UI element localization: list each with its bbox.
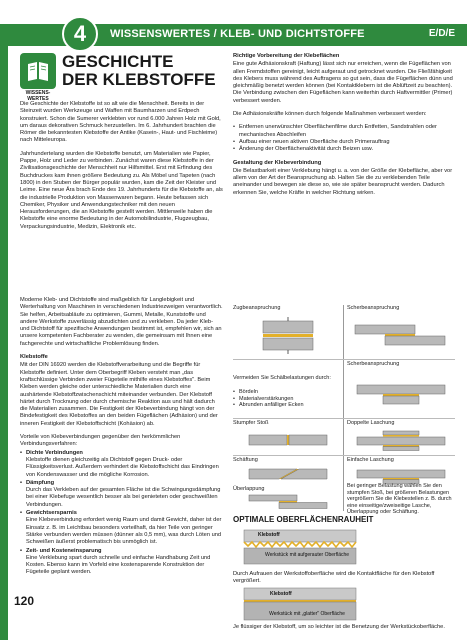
grid-divider xyxy=(233,359,455,360)
scarf-joint-illustration xyxy=(243,465,333,483)
avoid-peel-item: • Bördeln xyxy=(233,389,341,396)
language-tag: E/D/E xyxy=(428,28,455,39)
adhesion-item: • Aufbau einer neuen aktiven Oberfläche durch Primerauftrag xyxy=(233,139,455,146)
advantage-item xyxy=(20,480,223,509)
fig1-adhesive-label: Klebstoff xyxy=(258,532,280,538)
klebstoffe-heading: Klebstoffe xyxy=(20,354,48,361)
adhesion-list xyxy=(233,124,455,153)
history-paragraph: Jahrhundertelang wurden die Klebstoffe benutzt, um Materialien wie Papier, Pappe, Holz und Leder zu verbinden. Zunächst waren diese Klebstoffe in der Zivilisationsgeschichte der Menschheit nur Hilfsmittel. Erst mit Erfindung des Buchdruckes kam ihnen größere Bedeutung zu. Als Möbel und Tapeten (nach 1800) in den Stuben der Bürger populär wurden, kam die Zeit der Kleister und Leime. Eine neue Ära brach Ende des 19. Jahrhunderts für die Klebstoffe an, als die industrielle Produktion von Massenwaren begann. Heute befassen sich Chemiker, Physiker und Anwendungstechniker mit den neuen Herausforderungen, die an Klebstoffe gestellt werden. Mittlerweile haben die Klebstoffe eine enorme Bedeutung in der Automobilindustrie, Flugzeugbau, Verpackungsindustrie, Medizin, Elektronik etc. xyxy=(20,150,223,230)
double-strap-label: Doppelte Laschung xyxy=(347,420,395,426)
overlap-illustration xyxy=(243,493,333,511)
joint-design-figure xyxy=(233,305,455,515)
tension-illustration xyxy=(243,317,333,355)
advantage-text: Durch das Verkleben auf der gesamten Fläche ist die Schwingungsdämpfung bei einer Klebefuge wesentlich besser als bei genieteten oder geschweißten Verbindungen. xyxy=(26,487,221,508)
butt-joint-illustration xyxy=(243,429,333,451)
fig1-workpiece-label: Werkstück mit aufgerauter Oberfläche xyxy=(264,552,350,558)
design-heading: Gestaltung der Klebeverbindung xyxy=(233,159,322,166)
knowledge-badge xyxy=(20,53,56,89)
book-icon xyxy=(25,58,51,84)
adhesion-paragraph: Die Adhäsionskräfte können durch folgende Maßnahmen verbessert werden: xyxy=(233,111,427,118)
left-column-top xyxy=(20,101,223,237)
title-line-2: DER KLEBSTOFFE xyxy=(62,70,216,89)
header-title: WISSENSWERTES / KLEB- UND DICHTSTOFFE xyxy=(110,28,365,40)
article-title xyxy=(62,53,216,89)
scarf-joint-label: Schäftung xyxy=(233,457,258,463)
double-strap-illustration xyxy=(353,429,449,453)
badge-label: WISSENS- WERTES xyxy=(25,90,51,102)
advantages-intro: Vorteile von Klebeverbindungen gegenüber den herkömmlichen Verbindungsverfahren: xyxy=(20,434,181,448)
left-column-bottom xyxy=(20,297,223,578)
side-strip xyxy=(0,46,8,640)
advantage-text: Eine Verklebung spart durch schnelle und einfache Handhabung Zeit und Kosten. Ebenso kann im Vorfeld eine kostensparende Konstruktion der Fügeteile geplant werden. xyxy=(26,554,211,576)
page-number: 120 xyxy=(14,594,35,608)
fig2-workpiece-label: Werkstück mit „glatter" Oberfläche xyxy=(269,611,345,617)
avoid-peel-item: • Materialverstärkungen xyxy=(233,396,341,403)
title-line-1: GESCHICHTE xyxy=(62,52,174,71)
adhesion-item: • Änderung der Oberflächenaktivität durch Beizen usw. xyxy=(233,146,455,153)
design-paragraph: Die Belastbarkeit einer Verklebung hängt u. a. von der Größe der Klebefläche, aber vor allem von der Art der Beanspruchung ab. Halten Sie die zu verklebenden Teile aneinander und bewegen sie diese so, wie sie später beansprucht werden. Dadurch erkennen Sie, welche Kräfte in welcher Richtung wirken. xyxy=(233,167,453,196)
modern-paragraph: Moderne Kleb- und Dichtstoffe sind maßgeblich für Langlebigkeit und Werterhaltung von Maschinen in verschiedenen Industriezweigen verantwortlich. Sie helfen, Arbeitsabläufe zu optimieren, Gummi, Metalle, Kunststoffe und andere Werkstoffe zuverlässig abzudichten und zu verkleben. Da jeder Kleb- und Dichtstoff für spezifische Anwendungen bestimmt ist, empfehlen wir, sich an unsere kompetenten Fachberater zu wenden, die gemeinsam mit Ihnen eine fachgerechte und wirtschaftliche Problemlösung finden. xyxy=(20,297,223,347)
fig2-adhesive-label: Klebstoff xyxy=(270,591,292,597)
chapter-number: 4 xyxy=(62,16,98,52)
roughness-caption-1: Durch Aufrauen der Werkstoffoberfläche wird die Kontaktfläche für den Klebstoff vergrößert. xyxy=(233,571,435,585)
shear-label-2: Scherbeanspruchung xyxy=(347,361,400,367)
tension-label: Zugbeanspruchung xyxy=(233,305,281,311)
avoid-peel-list xyxy=(233,389,341,409)
shear-illustration-2 xyxy=(353,375,449,415)
advantage-title: • Gewichtsersparnis xyxy=(20,510,223,517)
butt-joint-label: Stumpfer Stoß xyxy=(233,420,269,426)
grid-divider xyxy=(233,418,455,419)
shear-label: Scherbeanspruchung xyxy=(347,305,400,311)
single-strap-label: Einfache Laschung xyxy=(347,457,394,463)
grid-divider xyxy=(343,305,344,511)
avoid-peel-item: • Abrunden anfälliger Ecken xyxy=(233,402,341,409)
right-column xyxy=(233,53,455,203)
shear-illustration xyxy=(351,319,451,349)
advantage-item xyxy=(20,548,223,577)
roughness-caption-2: Je flüssiger der Klebstoff, um so leichter ist die Benetzung der Werkstückoberfläche. xyxy=(233,624,445,630)
preparation-heading: Richtige Vorbereitung der Klebeflächen xyxy=(233,53,340,59)
overlap-label: Überlappung xyxy=(233,486,265,492)
advantage-title: • Dämpfung xyxy=(20,480,223,487)
grid-divider xyxy=(233,455,455,456)
advantage-text: Eine Klebeverbindung erfordert wenig Raum und damit Gewicht, daher ist der Einsatz z. B. im Leichtbau besonders vorteilhaft, da hier Teile von geringer Stärke verbunden werden müssen (dünner als 0,5 mm), was durch Löten und Schweißen äußerst problematisch bis unmöglich ist. xyxy=(26,517,222,546)
adhesion-item: • Entfernen unerwünschter Oberflächenfilme durch Entfetten, Sandstrahlen oder mechanisches Abschleifen xyxy=(233,124,455,139)
klebstoffe-paragraph: Mit der DIN 16920 werden die Klebstoffverarbeitung und die Begriffe für Klebstoffe definiert. Unter dem Oberbegriff Kleben versteht man „das kraftschlüssige Verbinden zweier Fügeteile mithilfe eines Klebstoffes". Beim Kleben werden gleiche oder unterschiedliche Materialien durch eine aushärtende Klebstoffzwischenschicht miteinander verbunden. Der Klebstoff härtet durch Trocknung oder durch chemische Reaktion aus und hält dadurch die Materialien zusammen. Die Festigkeit der Klebeverbindung hängt von der Bindefestigkeit des Klebstoffes an den beiden Fügeflächen (Adhäsion) und der inneren Festigkeit der Klebstoffschicht (Kohäsion) ab. xyxy=(20,362,218,427)
joint-design-note: Bei geringer Belastung wählen Sie den stumpfen Stoß, bei größeren Belastungen vergrößern Sie die Klebestellen z. B. durch eine einseitige/zweiseitige Lasche, Überlappung oder Schäftung. xyxy=(347,483,452,515)
preparation-paragraph: Eine gute Adhäsionskraft (Haftung) lässt sich nur erreichen, wenn die Fügeflächen von allen Fremdstoffen gereinigt, leicht aufgeraut und getrocknet wurden. Die Fließfähigkeit des Klebers muss während des Auftragens so gut sein, dass die Fügeflächen dünn und gleichmäßig benetzt werden können (bei Kontaktklebern ist die Ablüftzeit zu beachten). Die Verbindung zwischen den Fügeflächen kann weiterhin durch Haftvermittler (Primer) verbessert werden. xyxy=(233,61,453,104)
intro-paragraph: Die Geschichte der Klebstoffe ist so alt wie die Menschheit. Bereits in der Steinzeit wurden Werkzeuge und Waffen mit Baumharzen und Erdpech konstruiert. Schon die Sumerer verklebten vor rund 6.000 Jahren Holz mit Gold, um daraus dekorativen Schmuck herzustellen. Im 6. Jahrhundert brachten die Römer die bekanntesten Klebstoffe der Antike (Kasein-, Haut- und Fischleime) nach Mitteleuropa. xyxy=(20,101,221,144)
smooth-surface-illustration xyxy=(240,586,360,626)
advantage-text: Klebstoffe dienen gleichzeitig als Dichtstoff gegen Druck- oder Flüssigkeitsverlust. Außerdem verhindert die Klebstoffschicht das Eindringen von Kondenswasser und die mögliche Korrosion. xyxy=(26,456,219,478)
advantage-item xyxy=(20,510,223,546)
avoid-peel-label: Vermeiden Sie Schälbelastungen durch: xyxy=(233,375,331,381)
advantage-item xyxy=(20,450,223,479)
roughness-heading: OPTIMALE OBERFLÄCHENRAUHEIT xyxy=(233,515,374,524)
advantage-title: • Dichte Verbindungen xyxy=(20,450,223,457)
advantage-title: • Zeit- und Kosteneinsparung xyxy=(20,548,223,555)
